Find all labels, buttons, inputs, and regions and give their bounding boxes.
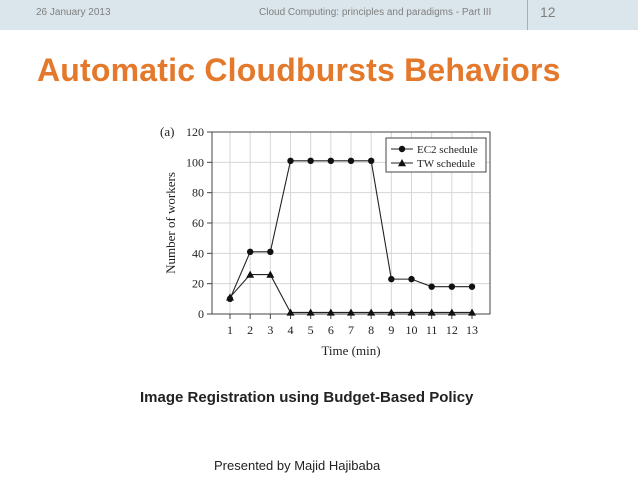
data-point-ec2-schedule [287,158,293,164]
legend-label-ec2-schedule: EC2 schedule [417,144,478,156]
y-tick-label: 40 [192,246,204,261]
x-tick-label: 7 [348,323,354,337]
data-point-ec2-schedule [469,284,475,290]
data-point-ec2-schedule [449,284,455,290]
y-axis-label: Number of workers [163,172,178,274]
data-point-ec2-schedule [428,284,434,290]
chart-legend [386,138,486,172]
y-tick-label: 80 [192,185,204,200]
x-tick-label: 9 [388,323,395,337]
x-tick-label: 1 [227,323,233,337]
x-tick-label: 13 [466,323,478,337]
x-tick-label: 2 [247,323,254,337]
legend-label-tw-schedule: TW schedule [417,158,476,170]
slide-date: 26 January 2013 [36,7,111,18]
y-tick-label: 0 [198,307,204,321]
x-tick-label: 11 [425,323,438,337]
data-point-ec2-schedule [247,249,253,255]
data-point-ec2-schedule [368,158,374,164]
y-tick-label: 120 [186,125,204,139]
y-tick-label: 100 [186,155,204,170]
workers-line-chart [150,116,510,366]
data-point-ec2-schedule [307,158,313,164]
x-axis-label: Time (min) [321,343,381,358]
chart-caption: Image Registration using Budget-Based Policy [140,389,474,406]
slide-title: Automatic Cloudbursts Behaviors [37,52,561,88]
slide-number-divider [527,0,528,30]
x-tick-label: 10 [405,323,418,337]
data-point-ec2-schedule [388,276,394,282]
presenter-credit: Presented by Majid Hajibaba [214,458,381,473]
data-point-ec2-schedule [408,276,414,282]
x-tick-label: 3 [267,323,274,337]
slide-header-bar [0,0,638,30]
legend-marker-ec2-schedule [399,146,405,152]
x-tick-label: 12 [445,323,458,337]
x-tick-label: 4 [287,323,294,337]
slide-number: 12 [540,4,556,20]
presentation-title: Cloud Computing: principles and paradigms - Part III [259,7,492,18]
x-tick-label: 5 [307,323,314,337]
x-tick-label: 8 [368,323,375,337]
y-tick-label: 60 [192,216,204,230]
panel-label: (a) [160,124,175,139]
data-point-ec2-schedule [328,158,334,164]
data-point-ec2-schedule [348,158,354,164]
data-point-ec2-schedule [267,249,273,255]
y-tick-label: 20 [192,276,204,291]
x-tick-label: 6 [327,323,334,337]
